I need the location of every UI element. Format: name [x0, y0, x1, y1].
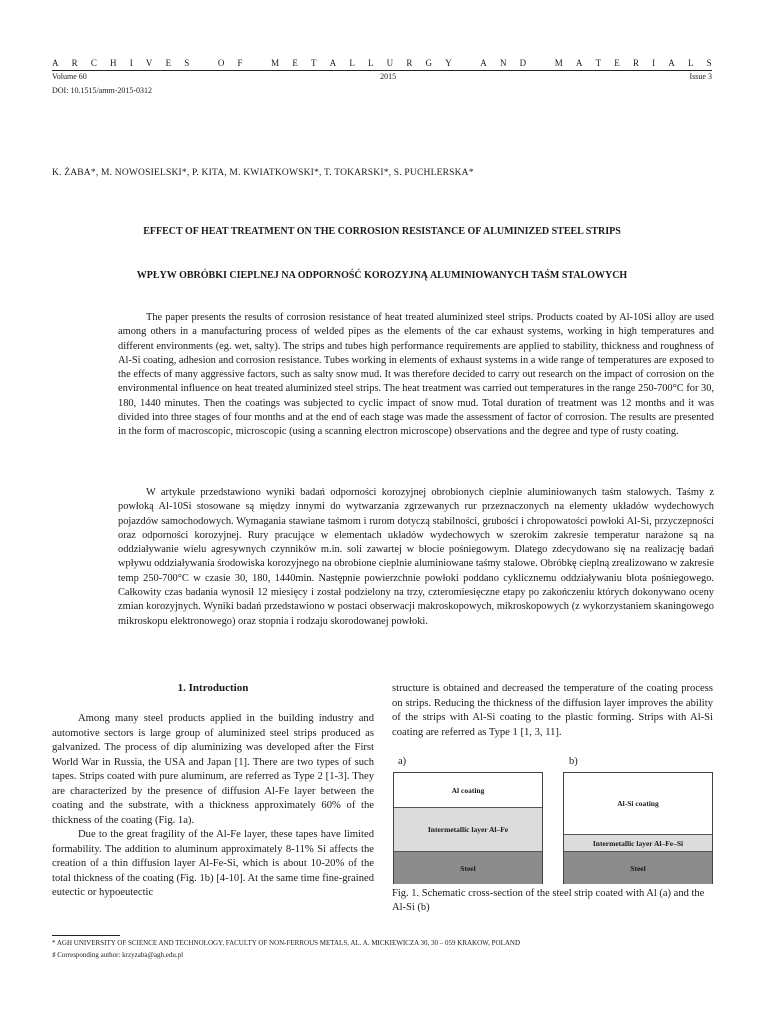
journal-title-letter: U [386, 58, 394, 68]
figure-label-a: a) [398, 756, 407, 767]
journal-title-letter: A [329, 58, 337, 68]
journal-title-letter: M [554, 58, 563, 68]
journal-title-letter: F [237, 58, 243, 68]
journal-title-letter [202, 58, 204, 68]
journal-title [52, 58, 712, 68]
journal-title-letter: M [271, 58, 280, 68]
diagram-al-si-coating [563, 772, 713, 884]
journal-title-letter: S [706, 58, 712, 68]
left-column [52, 712, 374, 901]
section-heading: 1. Introduction [177, 682, 249, 694]
journal-title-letter: R [406, 58, 413, 68]
journal-title-letter: E [292, 58, 298, 68]
journal-title-letter: A [668, 58, 675, 68]
journal-title-letter: N [499, 58, 507, 68]
volume: Volume 60 [52, 72, 87, 81]
journal-title-letter [256, 58, 258, 68]
journal-title-letter: C [90, 58, 97, 68]
journal-title-letter: R [632, 58, 639, 68]
journal-title-letter: L [349, 58, 355, 68]
intro-paragraph-right: structure is obtained and decreased the temperature of the coating process on strips. Reducing the thickness of the diffusion layer improves the ability of the strips with Al-Si coating to the plastic forming. Strips with Al-Si coating are referred as Type 1 [1, 3, 11]. [392, 683, 713, 738]
footnote-affiliation: * AGH UNIVERSITY OF SCIENCE AND TECHNOLOGY, FACULTY OF NON-FERROUS METALS, AL. A. MICKIEWICZA 30, 30 – 059 KRAKOW, POLAND [52, 939, 521, 947]
journal-title-letter: R [71, 58, 78, 68]
layer-al-coating: Al coating [394, 773, 542, 807]
figure-caption: Fig. 1. Schematic cross-section of the steel strip coated with Al (a) and the Al-Si (b) [392, 888, 705, 913]
journal-title-letter: D [519, 58, 527, 68]
journal-title-letter: I [652, 58, 656, 68]
journal-title-letter: V [145, 58, 153, 68]
journal-title-letter: A [575, 58, 583, 68]
doi: DOI: 10.1515/amm-2015-0312 [52, 86, 152, 95]
issue-line [52, 72, 712, 81]
journal-title-letter: L [368, 58, 374, 68]
journal-title-letter: A [52, 58, 59, 68]
journal-title-letter: G [425, 58, 433, 68]
abstract-english: The paper presents the results of corrosion resistance of heat treated aluminized steel strips. Products coated by Al-10Si alloy are used among others in a manufacturing process of welded pipes as the elements of the car exhaust systems, working in high temperatures and different environments (eg. wet, salty). The strips and tubes high performance requirements are applied to stability, thickness and roughness of Al-Si coating, adhesion and corrosion resistance. Tubes working in elements of exhaust systems in a wide range of temperatures are exposed to the effects of many aggressive factors, such as salty snow mud. It was therefore decided to carry out research on the impact of corrosion on the environmental influence on heat treated aluminized steel strips. The heat treatment was carried out temperatures in the range 250-700°C for 30, 180, 1440 minutes. Then the coatings was subjected to cyclic impact of snow mud. Total duration of treatment was 12 months and it was divided into three stages of four months and at the end of each stage was made the assessment of factor of corrosion. The results are presented in the form of macroscopic, microscopic (using a scanning electron microscope) observations and the degree and type of rusty coating. [118, 312, 715, 438]
journal-title-letter: E [614, 58, 620, 68]
journal-title-letter: A [480, 58, 487, 68]
paper-title-polish: WPŁYW OBRÓBKI CIEPLNEJ NA ODPORNOŚĆ KOROZYJNĄ ALUMINIOWANYCH TAŚM STALOWYCH [136, 270, 628, 281]
journal-title-letter: Y [445, 58, 452, 68]
layer-al-si-coating: Al-Si coating [564, 773, 712, 834]
layer-steel: Steel [394, 851, 542, 884]
intro-paragraph-2: Due to the great fragility of the Al-Fe layer, these tapes have limited formability. The addition to aluminum approximately 8-11% Si affects the creation of a thin diffusion layer Al-Fe-Si, which is about 10-20% of the total thickness of the coating (Fig. 1b) [4-10]. At the same time fine-grained eutectic or hypoeutectic [52, 829, 374, 898]
layer-intermetallic-al-fe-si: Intermetallic layer Al–Fe–Si [564, 834, 712, 851]
journal-title-letter [465, 58, 467, 68]
journal-title-letter: O [217, 58, 225, 68]
journal-title-letter [539, 58, 541, 68]
layer-intermetallic-al-fe: Intermetallic layer Al–Fe [394, 807, 542, 851]
journal-title-letter: E [165, 58, 172, 68]
journal-title-letter: T [595, 58, 602, 68]
year: 2015 [380, 72, 397, 81]
intro-paragraph-1: Among many steel products applied in the building industry and automotive sectors is large group of aluminized steel strips produced as galvanized. The process of dip aluminizing was developed after the First World War in Russia, the USA and Japan [1]. There are two types of such tapes. Strips coated with pure aluminum, are referred as Type 2 [1-3]. They are characterized by the presence of diffusion Al-Fe layer between the coating and the substrate, with a thickness approximately 60% of the thickness of the coating (Fig. 1a). [52, 713, 374, 826]
footnote-corresponding-author: ♯ Corresponding author: krzyzaba@agh.edu.pl [52, 951, 184, 959]
diagram-al-coating [393, 772, 543, 884]
figure-label-b: b) [569, 756, 578, 767]
issue: Issue 3 [689, 72, 712, 81]
paper-title-english: EFFECT OF HEAT TREATMENT ON THE CORROSION RESISTANCE OF ALUMINIZED STEEL STRIPS [143, 226, 621, 237]
authors: K. ŻABA*, M. NOWOSIELSKI*, P. KITA, M. KWIATKOWSKI*, T. TOKARSKI*, S. PUCHLERSKA* [52, 168, 474, 178]
journal-title-letter: H [110, 58, 117, 68]
journal-title-letter: L [687, 58, 694, 68]
journal-title-letter: I [129, 58, 133, 68]
journal-title-letter: S [184, 58, 190, 68]
layer-steel: Steel [564, 851, 712, 884]
abstract-polish: W artykule przedstawiono wyniki badań odporności korozyjnej obrobionych cieplnie aluminiowanych taśm stalowych. Taśmy z powłoką Al-10Si stosowane są między innymi do wytwarzania zgrzewanych rur przeznaczonych na elementy układów wydechowych pojazdów samochodowych. Wymagania stawiane taśmom i rurom dotyczą stabilności, grubości i chropowatości powłoki Al-Si, przyczepności oraz odporności korozyjnej. Rury pracujące w elementach układów wydechowych w szerokim zakresie temperatur narażone są na oddziaływanie wielu agresywnych czynników m.in. soli zawartej w błocie pośniegowym. Dlatego zdecydowano się na realizację badań wpływu oddziaływania środowiska korozyjnego na obrobione cieplnie aluminiowane taśmy stalowe. Obróbkę cieplną zrealizowano w zakresie temp 250-700°C w czasie 30, 180, 1440min. Następnie powierzchnie powłoki poddano cyklicznemu oddziaływaniu błota pośniegowego. Całkowity czas badania wynosił 12 miesięcy i został podzielony na trzy, czteromiesięczne etapy po zakończeniu których dokonywano oceny zmian korozyjnych. Wyniki badań przedstawiono w postaci obserwacji makroskopowych, mikroskopowych (z wykorzystaniem skaningowego mikroskopu elektronowego) oraz stopnia i rodzaju skorodowanej powłoki. [118, 487, 714, 627]
header-rule [52, 70, 712, 71]
journal-title-letter: T [310, 58, 317, 68]
footnote-rule [52, 935, 120, 936]
